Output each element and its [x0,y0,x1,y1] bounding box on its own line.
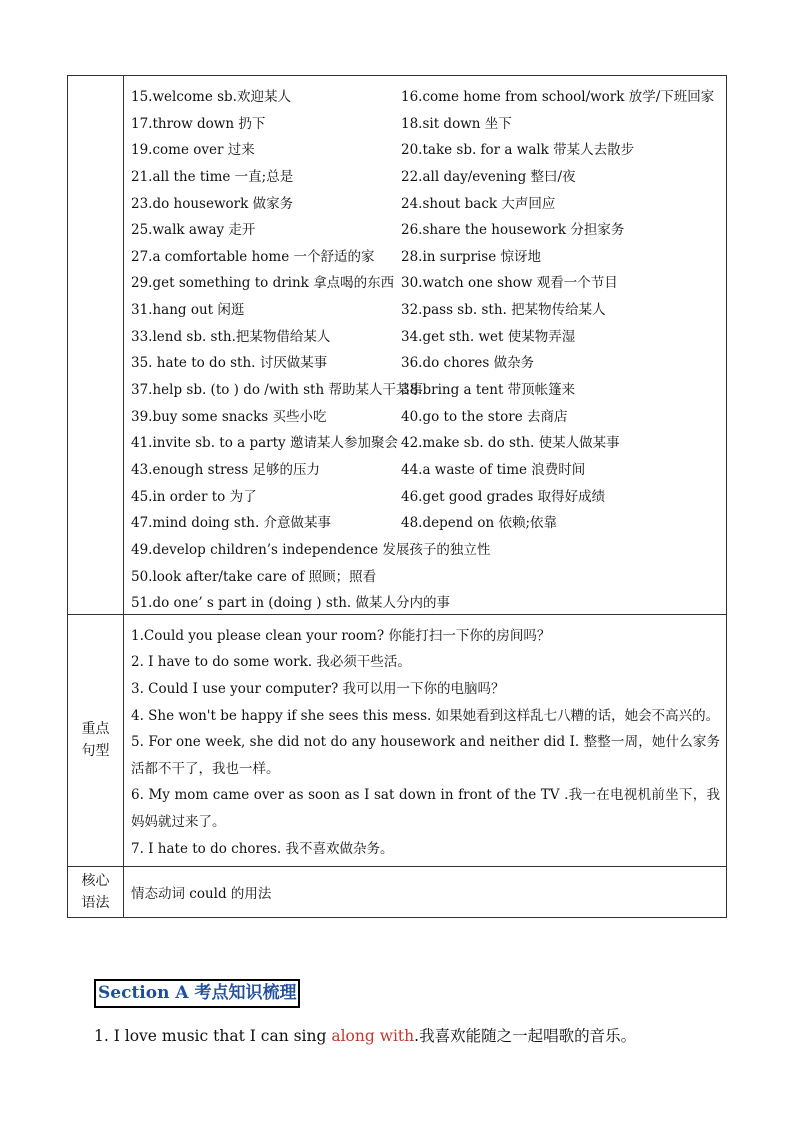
phrase-left: 21.all the time 一直;总是 [131,168,294,185]
phrases-row [68,76,727,615]
example-highlight: along with [331,1027,415,1045]
grammar-text: 情态动词 could 的用法 [131,886,272,903]
phrase-row [131,81,726,108]
example-after: .我喜欢能随之一起唱歌的音乐。 [414,1027,637,1045]
phrase-right: 18.sit down 坐下 [401,115,512,132]
phrase-right: 16.come home from school/work 放学/下班回家 [401,89,715,105]
phrase-row [131,294,726,321]
phrase-left: 33.lend sb. sth.把某物借给某人 [131,328,331,345]
phrase-left: 35. hate to do sth. 讨厌做某事 [131,355,328,372]
phrase-row [131,161,726,188]
key-sentence: 7. I hate to do chores. 我不喜欢做杂务。 [131,840,394,857]
grammar-label-line1: 核心 [81,873,110,890]
phrase-row [131,427,726,454]
grammar-cell [124,867,727,918]
phrase-left: 41.invite sb. to a party 邀请某人参加聚会 [131,435,398,452]
phrase-right: 34.get sth. wet 使某物弄湿 [401,328,576,345]
phrase-list [124,76,726,614]
phrase-row [131,108,726,135]
phrase-left: 15.welcome sb.欢迎某人 [131,89,291,105]
grammar-row [68,867,727,918]
section-title: Section A 考点知识梳理 [94,979,300,1008]
key-sentence: 4. She won't be happy if she sees this mess. 如果她看到这样乱七八糟的话，她会不高兴的。 [131,707,720,724]
sentences-cell [124,614,727,866]
phrase-right: 24.shout back 大声回应 [401,195,556,212]
phrase-right: 28.in surprise 惊讶地 [401,248,541,265]
phrase-row [131,267,726,294]
key-sentence: 1.Could you please clean your room? 你能打扫一下你的房间吗？ [131,627,551,644]
phrase-left: 17.throw down 扔下 [131,115,266,132]
phrase-row [131,188,726,215]
example-sentence [94,1024,636,1046]
phrase-left: 50.look after/take care of 照顾；照看 [131,568,377,585]
phrase-row [131,241,726,268]
grammar-label [68,867,124,918]
phrase-left: 51.do one’ s part in (doing ) sth. 做某人分内的事 [131,595,450,612]
phrase-right: 26.share the housework 分担家务 [401,222,625,239]
phrase-row [131,561,726,588]
phrase-left: 31.hang out 闲逛 [131,302,245,319]
phrase-row [131,454,726,481]
sentences-label-line1: 重点 [81,721,110,738]
phrase-row [131,401,726,428]
phrase-right: 32.pass sb. sth. 把某物传给某人 [401,302,606,319]
phrase-left: 25.walk away 走开 [131,222,256,239]
key-sentence: 2. I have to do some work. 我必须干些活。 [131,654,411,671]
phrase-row [131,534,726,561]
phrases-label-cell [68,76,124,615]
sentences-label [68,614,124,866]
sentences-label-line2: 句型 [81,743,110,760]
phrase-left: 45.in order to 为了 [131,488,257,505]
key-sentence: 6. My mom came over as soon as I sat down in front of the TV .我一在电视机前坐下，我妈妈就过来了。 [131,787,720,830]
phrase-row [131,321,726,348]
phrase-left: 37.help sb. (to ) do /with sth 帮助某人干某事 [131,382,423,399]
phrase-row [131,507,726,534]
sentences-row [68,614,727,866]
phrase-row [131,347,726,374]
phrase-right: 36.do chores 做杂务 [401,355,535,372]
phrase-right: 38.bring a tent 带顶帐篷来 [401,382,576,399]
phrase-row [131,134,726,161]
phrases-cell [124,76,727,615]
key-sentence: 5. For one week, she did not do any housework and neither did I. 整整一周，她什么家务活都不干了，我也一样。 [131,734,720,777]
phrase-left: 43.enough stress 足够的压力 [131,461,321,478]
phrase-right: 20.take sb. for a walk 带某人去散步 [401,142,635,159]
phrase-row [131,587,726,614]
phrase-left: 49.develop children’s independence 发展孩子的独立性 [131,541,491,558]
phrase-right: 40.go to the store 去商店 [401,408,568,425]
phrase-row [131,481,726,508]
phrase-right: 48.depend on 依赖;依靠 [401,515,558,532]
phrase-left: 23.do housework 做家务 [131,195,294,212]
phrase-right: 42.make sb. do sth. 使某人做某事 [401,435,620,452]
key-sentence: 3. Could I use your computer? 我可以用一下你的电脑吗？ [131,681,505,697]
vocabulary-table [67,75,727,918]
sentence-list [124,615,726,866]
phrase-right: 30.watch one show 观看一个节目 [401,275,618,292]
phrase-left: 39.buy some snacks 买些小吃 [131,408,327,425]
grammar-label-line2: 语法 [81,895,110,912]
example-before: 1. I love music that I can sing [94,1027,332,1045]
phrase-left: 27.a comfortable home 一个舒适的家 [131,248,375,265]
phrase-row [131,374,726,401]
phrase-left: 29.get something to drink 拿点喝的东西 [131,275,395,292]
phrase-left: 47.mind doing sth. 介意做某事 [131,515,332,532]
phrase-row [131,214,726,241]
phrase-right: 46.get good grades 取得好成绩 [401,488,606,505]
phrase-right: 44.a waste of time 浪费时间 [401,461,586,478]
phrase-right: 22.all day/evening 整曰/夜 [401,168,576,185]
phrase-left: 19.come over 过来 [131,142,255,159]
